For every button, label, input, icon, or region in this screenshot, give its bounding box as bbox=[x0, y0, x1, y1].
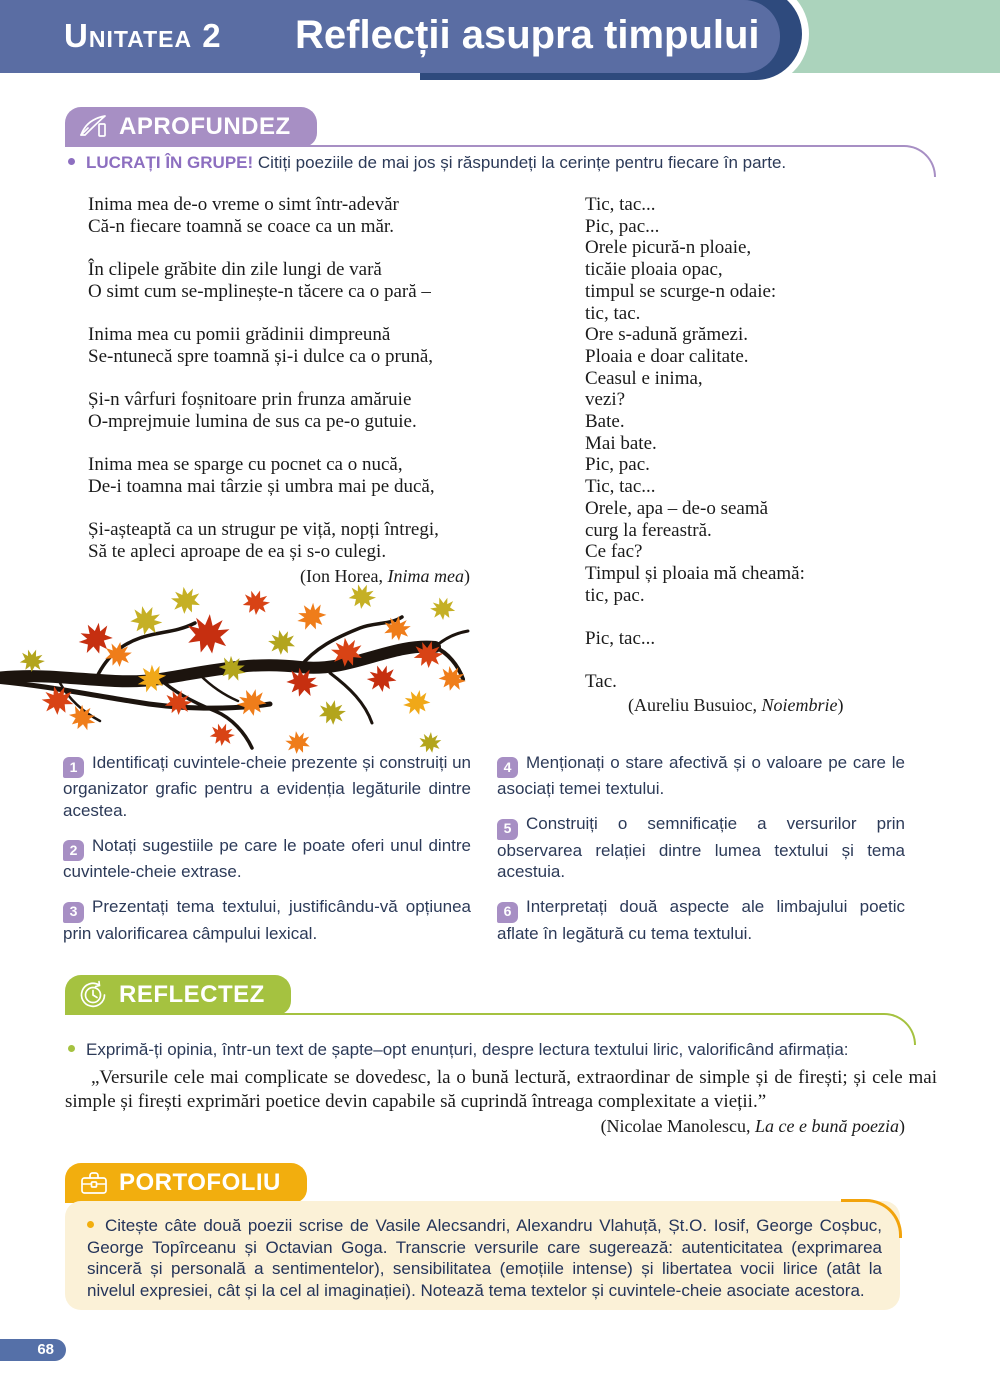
poem-line: timpul se scurge-n odaie: bbox=[585, 280, 777, 302]
section-label-aprofundez bbox=[65, 107, 317, 147]
bullet-icon bbox=[87, 1221, 94, 1228]
task-item bbox=[497, 752, 905, 800]
poem-line: Inima mea cu pomii grădinii dimpreună bbox=[88, 324, 391, 346]
group-work-instruction bbox=[68, 153, 948, 173]
attribution-title: Noiembrie bbox=[761, 695, 838, 715]
bullet-icon bbox=[68, 1045, 75, 1052]
poem-noiembrie bbox=[585, 194, 965, 693]
clock-refresh-icon bbox=[79, 980, 109, 1010]
attribution-author: (Nicolae Manolescu, bbox=[600, 1116, 756, 1136]
portfolio-box bbox=[65, 1201, 900, 1310]
poem-line bbox=[88, 237, 558, 259]
task-item bbox=[497, 896, 905, 944]
quote-text: „Versurile cele mai complicate se dovedesc, la o bună lectură, extraordinar de simple și de firești; și cele mai simple și firești exprimări poetice devin capabile să cuprindă întreaga complexitate a vieții.” bbox=[65, 1067, 937, 1112]
poem-line bbox=[88, 368, 558, 390]
reflect-instruction-text: Exprimă-ți opinia, într-un text de șapte–opt enunțuri, despre lectura textului liric, valorificând afirmația: bbox=[86, 1040, 849, 1059]
task-text: Menționați o stare afectivă și o valoare pe care le asociați temei textului. bbox=[497, 753, 905, 799]
poem-line: Ce fac? bbox=[585, 541, 643, 563]
task-number-badge: 5 bbox=[497, 819, 518, 840]
section-label-reflectez bbox=[65, 975, 291, 1015]
attribution-title: Inima mea bbox=[387, 566, 464, 586]
poem-line bbox=[585, 606, 965, 628]
task-number-badge: 4 bbox=[497, 757, 518, 778]
poem-line bbox=[88, 303, 558, 325]
poem-line: Și-așteaptă ca un strugur pe viță, nopți întregi, bbox=[88, 519, 439, 541]
poem-line: Că-n fiecare toamnă se coace ca un măr. bbox=[88, 215, 394, 237]
poem-line: Tic, tac... bbox=[585, 476, 656, 498]
section-label-text: PORTOFOLIU bbox=[119, 1169, 281, 1196]
attribution-close: ) bbox=[899, 1116, 905, 1136]
bullet-icon bbox=[68, 158, 75, 165]
quill-pen-icon bbox=[79, 114, 109, 140]
attribution-title: La ce e bună poezia bbox=[755, 1116, 899, 1136]
page-number-tab: 68 bbox=[0, 1339, 66, 1361]
unit-label: Unitatea 2 bbox=[64, 17, 222, 54]
task-number-badge: 2 bbox=[63, 840, 84, 861]
poem-line: Pic, tac... bbox=[585, 628, 656, 650]
poem-line: Ploaia e doar calitate. bbox=[585, 345, 749, 367]
portfolio-task-text: Citește câte două poezii scrise de Vasile Alecsandri, Alexandru Vlahuță, Șt.O. Iosif, George Coșbuc, George Topîrceanu și Octavian Goga. Transcrie versurile care sugerează: autenticitatea (exprimarea sinceră și personală a sentimentelor), sensibilitatea (emoțiile intense) și libertatea vocii lirice (atât la nivelul expresiei, cât și la cel al imaginației). Notează tema textelor și cuvintele-cheie asociate acestora. bbox=[87, 1216, 882, 1301]
attribution-author: (Ion Horea, bbox=[300, 566, 388, 586]
task-item bbox=[497, 813, 905, 883]
quote-attribution bbox=[601, 1116, 905, 1137]
attribution-close: ) bbox=[837, 695, 844, 715]
poem-line: Ceasul e inima, bbox=[585, 367, 703, 389]
task-number-badge: 1 bbox=[63, 757, 84, 778]
poem-line bbox=[88, 498, 558, 520]
poem-line: Inima mea se sparge cu pocnet ca o nucă, bbox=[88, 454, 403, 476]
portfolio-task bbox=[87, 1215, 882, 1302]
task-number-badge: 6 bbox=[497, 902, 518, 923]
section-label-text: APROFUNDEZ bbox=[119, 113, 291, 140]
autumn-branch-illustration bbox=[0, 583, 470, 758]
task-list-right bbox=[497, 752, 905, 957]
page-title: Reflecții asupra timpului bbox=[295, 13, 760, 57]
instruction-lead: LUCRAȚI ÎN GRUPE! bbox=[86, 153, 254, 172]
poem-inima-mea bbox=[88, 194, 558, 563]
task-item bbox=[63, 835, 471, 883]
poem-line: De-i toamna mai târzie și umbra mai pe ducă, bbox=[88, 476, 435, 498]
task-text: Notați sugestiile pe care le poate oferi unul dintre cuvintele-cheie extrase. bbox=[63, 835, 471, 882]
poem-line: În clipele grăbite din zile lungi de vară bbox=[88, 259, 382, 281]
poem-line: tic, tac. bbox=[585, 302, 641, 324]
poem-line: Tac. bbox=[585, 671, 617, 693]
poem-line: Orele, apa – de-o seamă bbox=[585, 497, 769, 519]
poem-line: Inima mea de-o vreme o simt într-adevăr bbox=[88, 194, 399, 215]
task-item bbox=[63, 896, 471, 944]
task-list-left bbox=[63, 752, 471, 957]
task-text: Identificați cuvintele-cheie prezente și construiți un organizator grafic pentru a evidenția legăturile dintre acestea. bbox=[63, 753, 471, 821]
reflect-instruction bbox=[68, 1040, 948, 1060]
poem-line: Și-n vârfuri foșnitoare prin frunza amăruie bbox=[88, 389, 412, 411]
task-text: Construiți o semnificație a versurilor prin observarea relației dintre lumea textului și tema acestuia. bbox=[497, 814, 905, 882]
poem-line: Orele picură-n ploaie, bbox=[585, 237, 752, 259]
instruction-text: Citiți poeziile de mai jos și răspundeți la cerințe pentru fiecare în parte. bbox=[257, 153, 787, 172]
task-item bbox=[63, 752, 471, 822]
poem-line: Să te apleci aproape de ea și s-o culegi. bbox=[88, 541, 387, 563]
poem-line: curg la fereastră. bbox=[585, 519, 712, 541]
poem-line: Pic, pac. bbox=[585, 454, 650, 476]
poem-line: Se-ntunecă spre toamnă și-i dulce ca o prună, bbox=[88, 345, 434, 367]
poem-line: ticăie ploaia opac, bbox=[585, 259, 723, 281]
poem-line: O simt cum se-mplinește-n tăcere ca o pară – bbox=[88, 280, 431, 302]
task-number-badge: 3 bbox=[63, 902, 84, 923]
poem-line: O-mprejmuie lumina de sus ca pe-o gutuie. bbox=[88, 410, 417, 432]
poem-line: Bate. bbox=[585, 411, 625, 433]
task-text: Prezentați tema textului, justificându-vă opțiunea prin valorificarea câmpului lexical. bbox=[63, 897, 471, 943]
poem-line: Timpul și ploaia mă cheamă: bbox=[585, 562, 805, 584]
poem-line bbox=[585, 650, 965, 672]
poem-line: vezi? bbox=[585, 389, 626, 411]
briefcase-icon bbox=[79, 1169, 109, 1197]
box-corner-curl bbox=[841, 1199, 902, 1238]
attribution-author: (Aureliu Busuioc, bbox=[628, 695, 762, 715]
poem-line: tic, pac. bbox=[585, 584, 645, 606]
poem-attribution-right bbox=[628, 695, 843, 716]
section-label-portofoliu bbox=[65, 1163, 307, 1203]
poem-line: Ore s-adună grămezi. bbox=[585, 324, 749, 346]
task-text: Interpretați două aspecte ale limbajului poetic aflate în legătură cu tema textului. bbox=[497, 897, 905, 943]
section-label-text: REFLECTEZ bbox=[119, 981, 265, 1008]
poem-line: Pic, pac... bbox=[585, 215, 660, 237]
attribution-close: ) bbox=[463, 566, 470, 586]
poem-line: Mai bate. bbox=[585, 432, 657, 454]
poem-line bbox=[88, 433, 558, 455]
poem-line: Tic, tac... bbox=[585, 194, 656, 215]
